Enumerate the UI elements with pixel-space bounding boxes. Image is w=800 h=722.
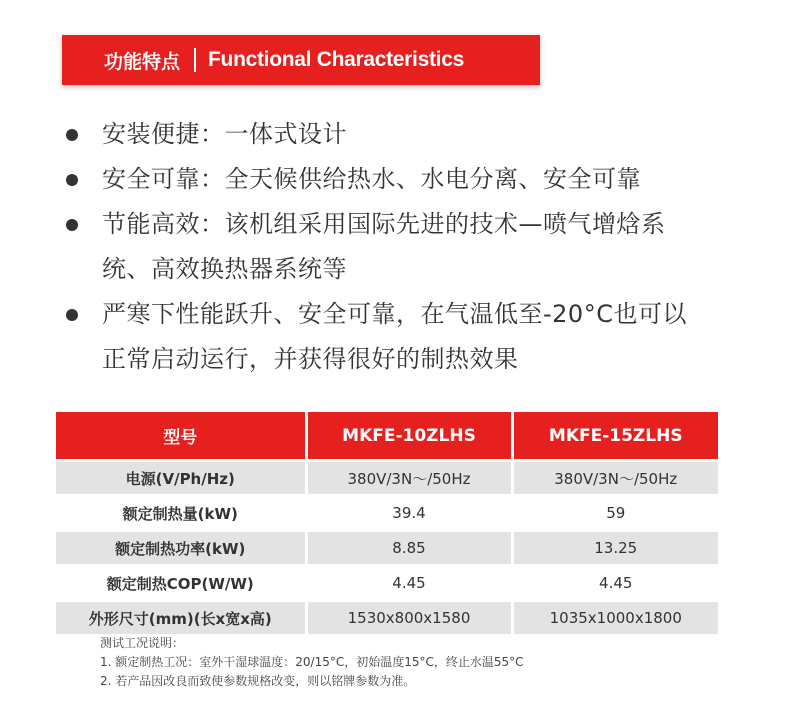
cell-value: 1530x800x1580 <box>306 601 512 635</box>
title-divider <box>194 48 196 72</box>
bullet-icon <box>66 309 78 321</box>
cell-value: 380V/3N～/50Hz <box>306 461 512 496</box>
feature-line: 严寒下性能跃升、安全可靠，在气温低至-20°C也可以 <box>102 300 687 328</box>
cell-value: 4.45 <box>306 566 512 601</box>
section-header-banner <box>62 35 540 85</box>
feature-line: 正常启动运行，并获得很好的制热效果 <box>102 345 519 373</box>
section-title-en: Functional Characteristics <box>208 48 464 71</box>
feature-item-install <box>66 112 786 157</box>
table-row <box>56 531 718 566</box>
note-item: 1. 额定制热工况：室外干湿球温度：20/15°C，初始温度15°C，终止水温55°C <box>100 655 524 669</box>
bullet-icon <box>66 129 78 141</box>
row-label: 额定制热COP(W/W) <box>56 566 306 601</box>
header-model-10: MKFE-10ZLHS <box>306 412 512 461</box>
cell-value: 13.25 <box>512 531 718 566</box>
cell-value: 39.4 <box>306 496 512 531</box>
row-label: 外形尺寸(mm)(长x宽x高) <box>56 601 306 635</box>
feature-line: 安装便捷：一体式设计 <box>102 120 347 148</box>
table-row <box>56 601 718 635</box>
notes-title: 测试工况说明： <box>100 636 185 650</box>
feature-line: 节能高效：该机组采用国际先进的技术—喷气增焓系 <box>102 210 666 238</box>
header-model-15: MKFE-15ZLHS <box>512 412 718 461</box>
row-label: 额定制热功率(kW) <box>56 531 306 566</box>
section-title-cn: 功能特点 <box>104 50 181 73</box>
table-row <box>56 461 718 496</box>
feature-item-safety <box>66 157 786 202</box>
feature-item-efficiency <box>66 202 786 292</box>
note-item: 2. 若产品因改良而致使参数规格改变，则以铭牌参数为准。 <box>100 674 416 688</box>
spec-header-row <box>56 412 718 461</box>
cell-value: 59 <box>512 496 718 531</box>
feature-list <box>66 112 786 382</box>
cell-value: 380V/3N～/50Hz <box>512 461 718 496</box>
cell-value: 8.85 <box>306 531 512 566</box>
row-label: 额定制热量(kW) <box>56 496 306 531</box>
test-conditions-notes <box>100 634 524 691</box>
feature-line: 安全可靠：全天候供给热水、水电分离、安全可靠 <box>102 165 641 193</box>
feature-item-cold-performance <box>66 292 786 382</box>
feature-line: 统、高效换热器系统等 <box>102 255 347 283</box>
header-model: 型号 <box>56 412 306 461</box>
bullet-icon <box>66 174 78 186</box>
bullet-icon <box>66 219 78 231</box>
table-row <box>56 496 718 531</box>
row-label: 电源(V/Ph/Hz) <box>56 461 306 496</box>
spec-table <box>56 412 718 634</box>
cell-value: 4.45 <box>512 566 718 601</box>
table-row <box>56 566 718 601</box>
cell-value: 1035x1000x1800 <box>512 601 718 635</box>
